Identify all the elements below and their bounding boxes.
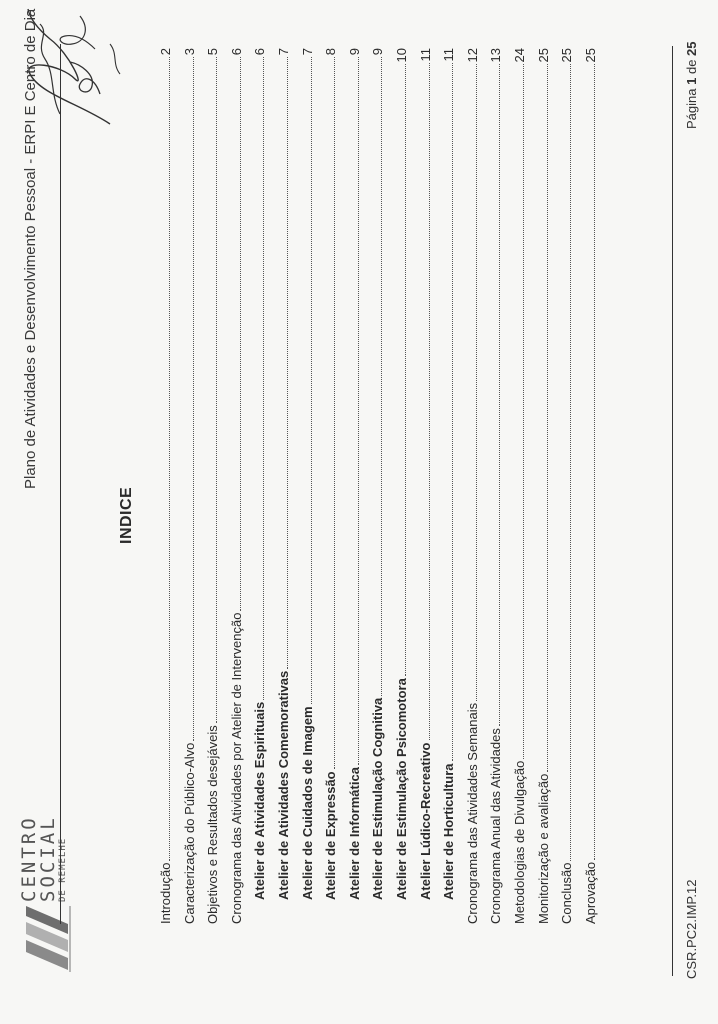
document-title: INDICE: [118, 486, 135, 544]
toc-subrow: Atelier de Expressão 8: [323, 48, 339, 900]
toc-subrow: Atelier de Atividades Comemorativas 7: [275, 48, 291, 900]
toc-subrow: Atelier de Informática 9: [346, 48, 362, 900]
toc-row: Cronograma das Atividades Semanais 12: [464, 48, 480, 924]
toc-subrow: Atelier de Estimulação Cognitiva 9: [370, 48, 386, 900]
centro-social-logo: [20, 774, 72, 974]
toc-row: Conclusão 25: [559, 48, 575, 924]
page-number: Página 1 de 25: [684, 41, 699, 129]
table-of-contents: [158, 48, 606, 924]
toc-subrow: Atelier de Estimulação Psicomotora 10: [393, 48, 409, 900]
header-title: Plano de Atividades e Desenvolvimento Pessoal - ERPI E Centro de Dia: [22, 8, 39, 489]
toc-row: Monitorização e avaliação 25: [535, 48, 551, 924]
toc-subrow: Atelier de Atividades Espirituais 6: [252, 48, 268, 900]
logo-line-1: CENTRO: [18, 815, 40, 902]
toc-row: Objetivos e Resultados desejáveis 5: [205, 48, 221, 924]
logo-line-3: DE REMELHE: [58, 837, 68, 902]
toc-row: Cronograma Anual das Atividades 13: [488, 48, 504, 924]
footer-divider: [672, 46, 673, 976]
toc-row: Introdução 2: [158, 48, 173, 924]
header-divider: [60, 44, 61, 924]
toc-subrow: Atelier de Cuidados de Imagem 7: [299, 48, 315, 900]
logo-line-2: SOCIAL: [37, 815, 59, 902]
handwritten-signature: [0, 0, 130, 134]
document-code: CSR.PC2.IMP.12: [684, 879, 699, 979]
logo-emblem-icon: [20, 904, 72, 974]
toc-row: Caracterização do Público-Alvo 3: [181, 48, 197, 924]
toc-subrow: Atelier Lúdico-Recreativo 11: [417, 48, 433, 900]
toc-subrow: Atelier de Horticultura 11: [441, 48, 457, 900]
toc-row: Aprovação 25: [582, 48, 598, 924]
toc-row: Metodologias de Divulgação 24: [511, 48, 527, 924]
toc-row: Cronograma das Atividades por Atelier de Intervenção 6: [228, 48, 244, 924]
